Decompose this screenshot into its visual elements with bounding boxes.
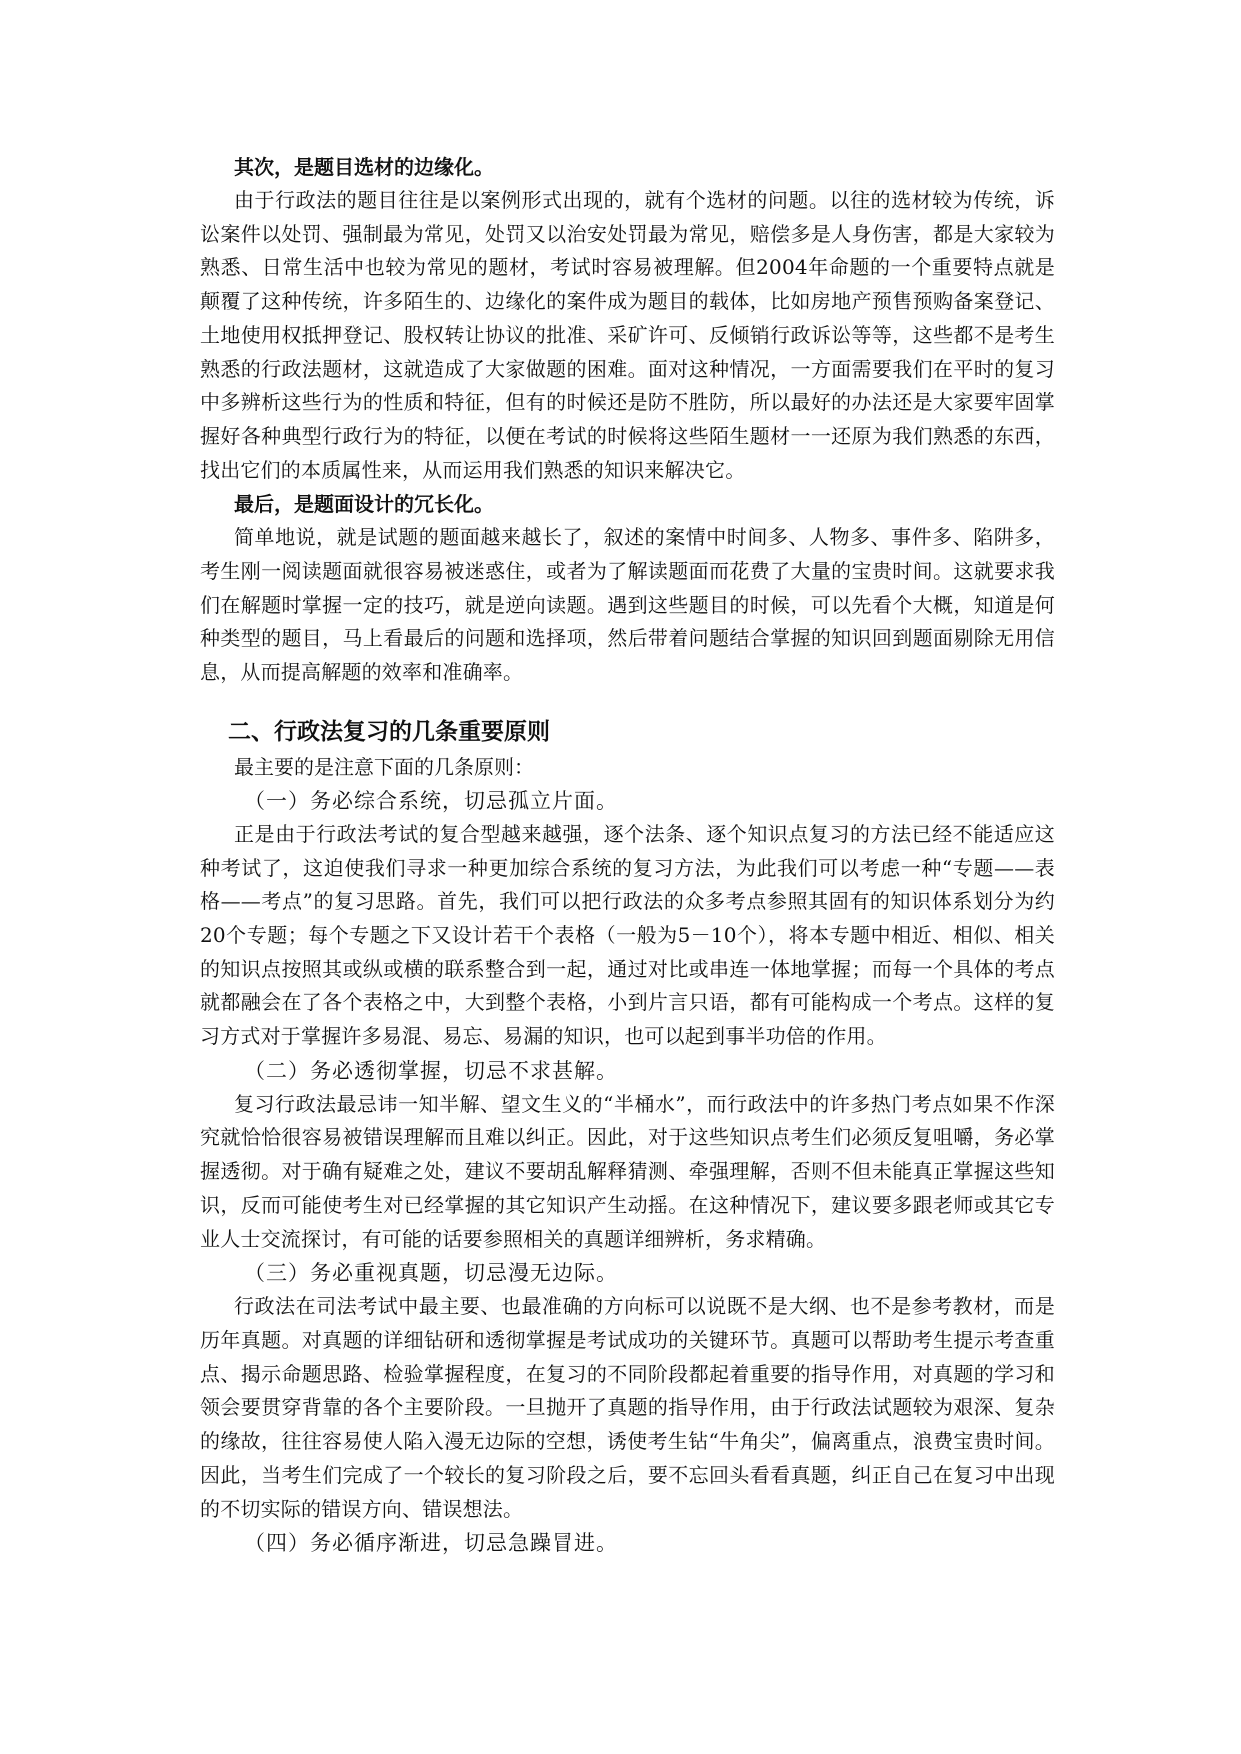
principle-1-heading: （一）务必综合系统，切忌孤立片面。: [244, 788, 618, 813]
heading-second: 其次，是题目选材的边缘化。: [234, 155, 494, 179]
paragraph-last: 简单地说，就是试题的题面越来越长了，叙述的案情中时间多、人物多、事件多、陷阱多，考生刚一阅读题面就很容易被迷惑住，或者为了解读题面而花费了大量的宝贵时间。这就要求我们在解题时掌握一定的技巧，就是逆向读题。遇到这些题目的时候，可以先看个大概，知道是何种类型的题目，马上看最后的问题和选择项，然后带着问题结合掌握的知识回到题面剔除无用信息，从而提高解题的效率和准确率。: [200, 525, 1055, 685]
section-two-title: 二、行政法复习的几条重要原则: [228, 718, 550, 745]
heading-last: 最后，是题面设计的冗长化。: [234, 492, 494, 517]
principle-3-paragraph: 行政法在司法考试中最主要、也最准确的方向标可以说既不是大纲、也不是参考教材，而是历年真题。对真题的详细钻研和透彻掌握是考试成功的关键环节。真题可以帮助考生提示考查重点、揭示命题思路、检验掌握程度，在复习的不同阶段都起着重要的指导作用，对真题的学习和领会要贯穿背靠的各个主要阶段。一旦抛开了真题的指导作用，由于行政法试题较为艰深、复杂的缘故，往往容易使人陷入漫无边际的空想，诱使考生钻“牛角尖”，偏离重点，浪费宝贵时间。因此，当考生们完成了一个较长的复习阶段之后，要不忘回头看看真题，纠正自己在复习中出现的不切实际的错误方向、错误想法。: [200, 1294, 1055, 1521]
principle-2-paragraph: 复习行政法最忌讳一知半解、望文生义的“半桶水”，而行政法中的许多热门考点如果不作深究就恰恰很容易被错误理解而且难以纠正。因此，对于这些知识点考生们必须反复咀嚼，务必掌握透彻。对于确有疑难之处，建议不要胡乱解释猜测、牵强理解，否则不但未能真正掌握这些知识，反而可能使考生对已经掌握的其它知识产生动摇。在这种情况下，建议要多跟老师或其它专业人士交流探讨，有可能的话要参照相关的真题详细辨析，务求精确。: [200, 1091, 1055, 1251]
principle-2-heading: （二）务必透彻掌握，切忌不求甚解。: [244, 1058, 618, 1083]
principle-3-heading: （三）务必重视真题，切忌漫无边际。: [244, 1261, 618, 1286]
principle-1-paragraph: 正是由于行政法考试的复合型越来越强，逐个法条、逐个知识点复习的方法已经不能适应这种考试了，这迫使我们寻求一种更加综合系统的复习方法，为此我们可以考虑一种“专题——表格——考点”的复习思路。首先，我们可以把行政法的众多考点参照其固有的知识体系划分为约20个专题；每个专题之下又设计若干个表格（一般为5－10个），将本专题中相近、相似、相关的知识点按照其或纵或横的联系整合到一起，通过对比或串连一体地掌握；而每一个具体的考点就都融会在了各个表格之中，大到整个表格，小到片言只语，都有可能构成一个考点。这样的复习方式对于掌握许多易混、易忘、易漏的知识，也可以起到事半功倍的作用。: [200, 821, 1055, 1049]
section-two-intro: 最主要的是注意下面的几条原则：: [234, 754, 534, 779]
document-page: [200, 150, 1055, 1560]
principle-4-heading: （四）务必循序渐进，切忌急躁冒进。: [244, 1531, 618, 1556]
paragraph-second: 由于行政法的题目往往是以案例形式出现的，就有个选材的问题。以往的选材较为传统，诉讼案件以处罚、强制最为常见，处罚又以治安处罚最为常见，赔偿多是人身伤害，都是大家较为熟悉、日常生活中也较为常见的题材，考试时容易被理解。但2004年命题的一个重要特点就是颠覆了这种传统，许多陌生的、边缘化的案件成为题目的载体，比如房地产预售预购备案登记、土地使用权抵押登记、股权转让协议的批准、采矿许可、反倾销行政诉讼等等，这些都不是考生熟悉的行政法题材，这就造成了大家做题的困难。面对这种情况，一方面需要我们在平时的复习中多辨析这些行为的性质和特征，但有的时候还是防不胜防，所以最好的办法还是大家要牢固掌握好各种典型行政行为的特征，以便在考试的时候将这些陌生题材一一还原为我们熟悉的东西，找出它们的本质属性来，从而运用我们熟悉的知识来解决它。: [200, 188, 1055, 482]
